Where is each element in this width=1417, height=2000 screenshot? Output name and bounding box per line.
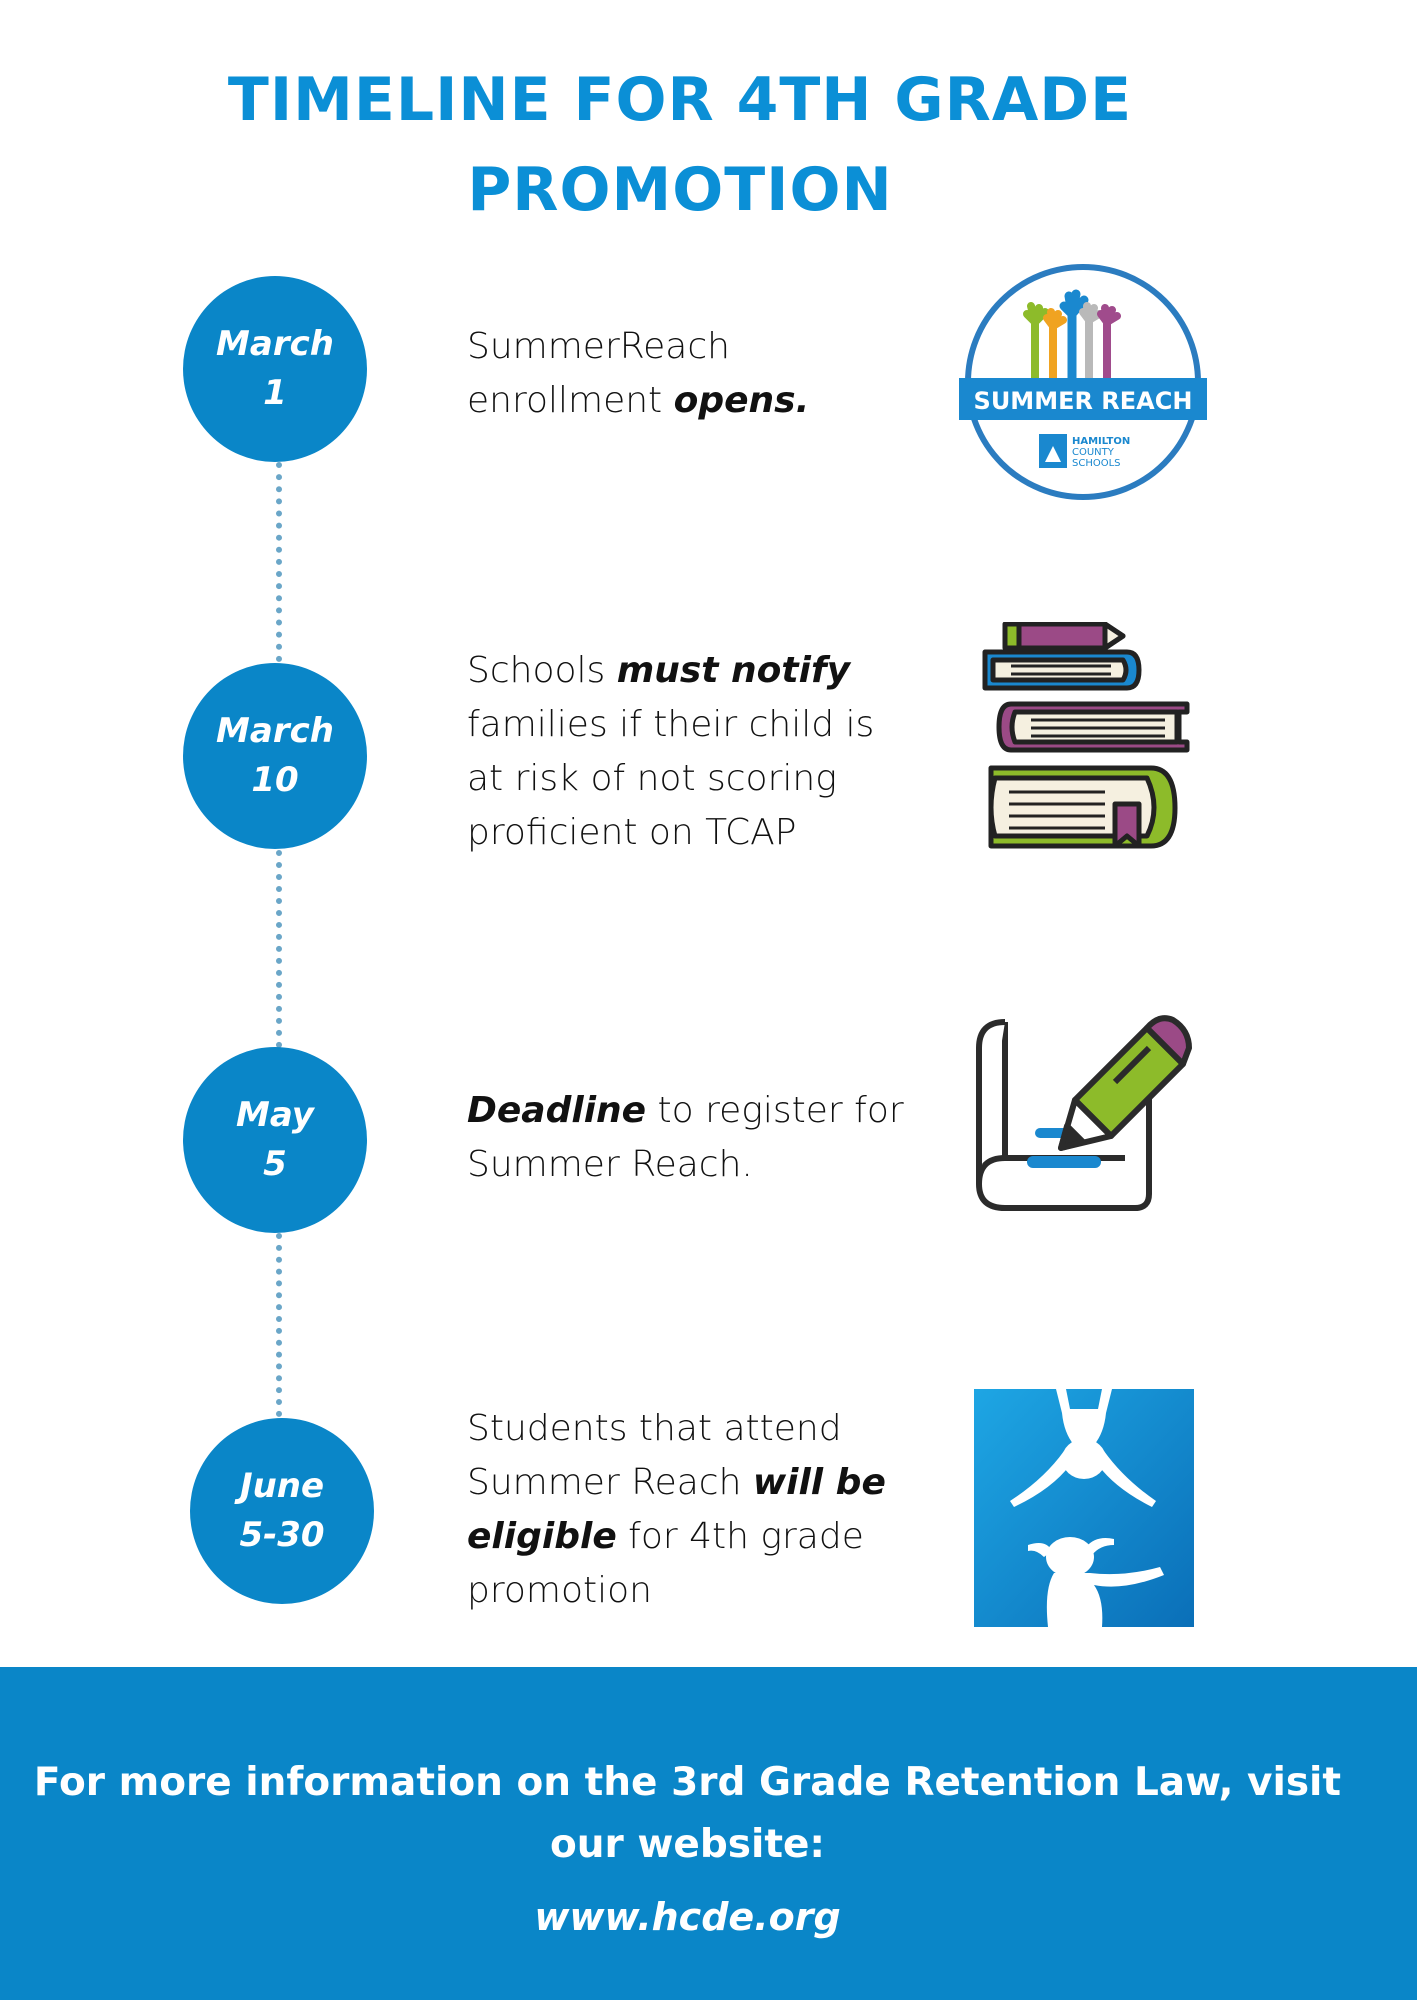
date-day: 10 bbox=[251, 760, 299, 800]
date-day: 1 bbox=[263, 373, 287, 413]
page-title-line-1: TIMELINE FOR 4TH GRADE bbox=[227, 65, 1133, 135]
description-emphasis: opens. bbox=[673, 380, 810, 421]
description-text: to register for Summer Reach. bbox=[467, 1090, 904, 1185]
page-title bbox=[0, 55, 1360, 235]
timeline-item-2-description bbox=[467, 644, 907, 860]
footer-banner bbox=[0, 1667, 1417, 2000]
page-title-line-2: PROMOTION bbox=[467, 155, 893, 225]
description-text: Schools bbox=[467, 650, 617, 691]
footer-info-text: For more information on the 3rd Grade Retention Law, visit our website: bbox=[33, 1760, 1342, 1867]
date-day: 5 bbox=[263, 1144, 287, 1184]
date-month: March bbox=[216, 711, 334, 751]
date-circle-march-10 bbox=[183, 663, 367, 849]
jumping-children-photo bbox=[974, 1389, 1194, 1627]
timeline-connector bbox=[276, 1233, 282, 1417]
description-text: Students that attend Summer Reach bbox=[467, 1408, 842, 1503]
timeline-connector bbox=[276, 462, 282, 662]
timeline-item-1-description bbox=[467, 320, 907, 428]
logo-org-line-3: SCHOOLS bbox=[1072, 458, 1121, 469]
timeline-connector bbox=[276, 850, 282, 1048]
timeline-item-3-description bbox=[467, 1084, 907, 1192]
document-pencil-icon bbox=[975, 1008, 1195, 1212]
description-text: for 4th grade promotion bbox=[467, 1516, 864, 1611]
timeline-item-4-description bbox=[467, 1402, 907, 1618]
description-emphasis: Deadline bbox=[467, 1090, 647, 1131]
stack-of-books-icon bbox=[975, 622, 1195, 850]
date-month: March bbox=[216, 324, 334, 364]
summer-reach-logo bbox=[955, 262, 1211, 502]
logo-banner-text: SUMMER REACH bbox=[973, 387, 1193, 415]
date-month: June bbox=[239, 1466, 325, 1506]
website-link[interactable]: www.hcde.org bbox=[534, 1895, 841, 1939]
description-text: SummerReach enrollment bbox=[467, 326, 730, 421]
logo-org-line-1: HAMILTON bbox=[1072, 436, 1131, 447]
description-text: families if their child is at risk of not scoring proficient on TCAP bbox=[467, 704, 875, 853]
date-circle-june-5-30 bbox=[190, 1418, 374, 1604]
date-day: 5-30 bbox=[239, 1515, 325, 1555]
logo-org-line-2: COUNTY bbox=[1072, 447, 1114, 458]
date-circle-may-5 bbox=[183, 1047, 367, 1233]
date-month: May bbox=[236, 1095, 314, 1135]
description-emphasis: must notify bbox=[616, 650, 851, 691]
date-circle-march-1 bbox=[183, 276, 367, 462]
description-emphasis: will be eligible bbox=[467, 1462, 886, 1557]
